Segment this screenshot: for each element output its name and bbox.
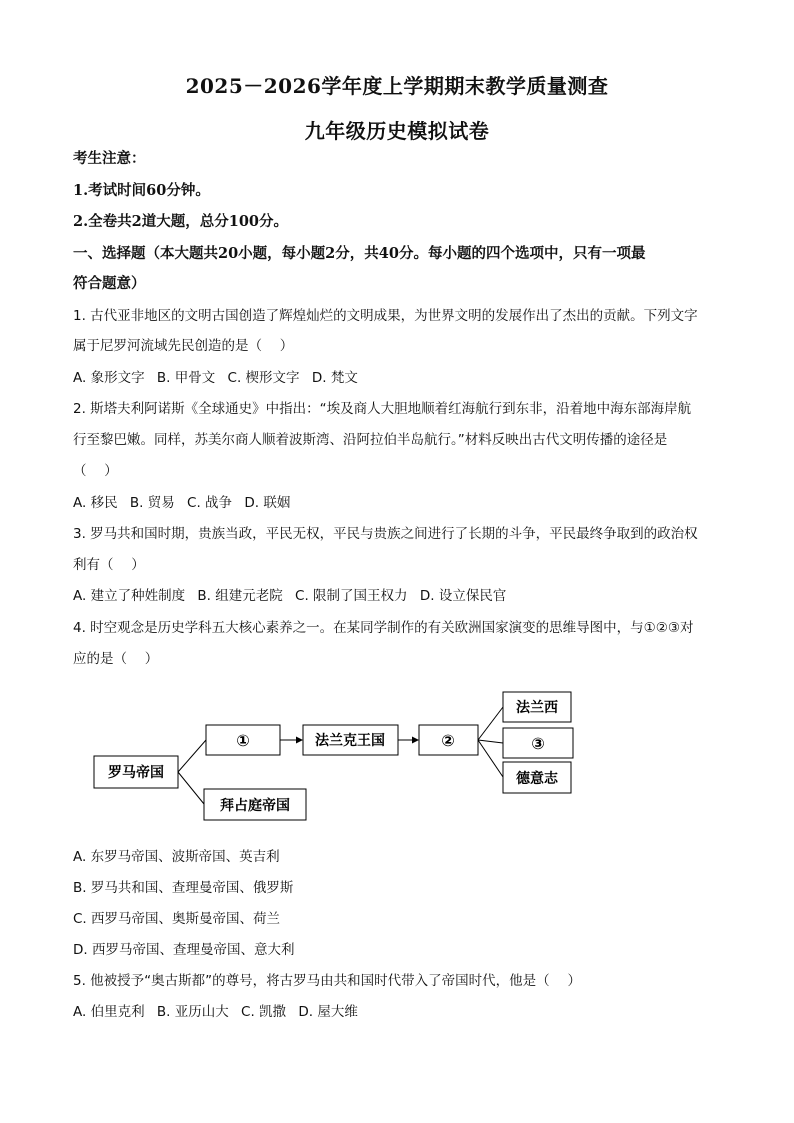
question-4-option-c[interactable]: C. 西罗马帝国、奥斯曼帝国、荷兰 [73,911,281,927]
question-2-stem: （ ） [73,463,118,479]
section-heading-cont: 符合题意） [73,275,146,292]
notice-item-time: 1.考试时间60分钟。 [73,182,210,199]
label-blank-3: ③ [531,734,545,753]
option-b[interactable]: B. 亚历山大 [156,1004,229,1020]
label-france: 法兰西 [516,700,558,716]
notice-item-score: 2.全卷共2道大题，总分100分。 [73,213,288,230]
option-b[interactable]: B. 甲骨文 [156,370,216,386]
label-roman-empire: 罗马帝国 [108,765,164,781]
question-4-stem: 4. 时空观念是历史学科五大核心素养之一。在某同学制作的有关欧洲国家演变的思维导图中，与①②③对 [73,620,694,636]
option-b[interactable]: B. 贸易 [129,495,175,511]
option-c[interactable]: C. 限制了国王权力 [295,588,408,604]
option-a[interactable]: A. 象形文字 [73,370,145,386]
option-b[interactable]: B. 组建元老院 [197,588,283,604]
option-a[interactable]: A. 伯里克利 [73,1004,145,1020]
question-4-option-d[interactable]: D. 西罗马帝国、查理曼帝国、意大利 [73,942,295,958]
option-d[interactable]: D. 联姻 [244,495,291,511]
question-2-stem: 2. 斯塔夫利阿诺斯《全球通史》中指出：“埃及商人大胆地顺着红海航行到东非，沿着地中海东部海岸航 [73,401,692,417]
label-blank-2: ② [441,731,455,750]
notice-heading: 考生注意： [73,150,146,167]
section-heading: 一、选择题（本大题共20小题，每小题2分，共40分。每小题的四个选项中，只有一项最 [73,245,646,262]
question-4-option-b[interactable]: B. 罗马共和国、查理曼帝国、俄罗斯 [73,880,294,896]
label-germany: 德意志 [516,771,558,787]
option-d[interactable]: D. 屋大维 [298,1004,358,1020]
question-4-option-a[interactable]: A. 东罗马帝国、波斯帝国、英吉利 [73,849,280,865]
label-frankish: 法兰克王国 [315,733,385,749]
exam-subtitle: 九年级历史模拟试卷 [304,119,490,143]
question-5-options [73,1001,723,1023]
question-4-stem: 应的是（ ） [73,651,159,667]
question-5-stem: 5. 他被授予“奥古斯都”的尊号，将古罗马由共和国时代带入了帝国时代，他是（ ） [73,973,581,989]
question-1-stem: 属于尼罗河流域先民创造的是（ ） [73,338,294,354]
option-d[interactable]: D. 设立保民官 [419,588,507,604]
question-3-stem: 3. 罗马共和国时期，贵族当政，平民无权，平民与贵族之间进行了长期的斗争，平民最终争取到的政治权 [73,526,698,542]
question-1-stem: 1. 古代亚非地区的文明古国创造了辉煌灿烂的文明成果，为世界文明的发展作出了杰出的贡献。下列文字 [73,308,698,324]
option-a[interactable]: A. 移民 [73,495,118,511]
option-a[interactable]: A. 建立了种姓制度 [73,588,186,604]
exam-title: 2025－2026学年度上学期期末教学质量测查 [185,74,609,98]
option-c[interactable]: C. 战争 [187,495,233,511]
option-c[interactable]: C. 凯撒 [241,1004,287,1020]
label-blank-1: ① [236,731,250,750]
question-3-stem: 利有（ ） [73,557,145,573]
label-byzantine: 拜占庭帝国 [220,798,290,814]
question-2-stem: 行至黎巴嫩。同样，苏美尔商人顺着波斯湾、沿阿拉伯半岛航行。”材料反映出古代文明传播的途径是 [73,432,668,448]
option-d[interactable]: D. 梵文 [311,370,358,386]
option-c[interactable]: C. 楔形文字 [227,370,300,386]
